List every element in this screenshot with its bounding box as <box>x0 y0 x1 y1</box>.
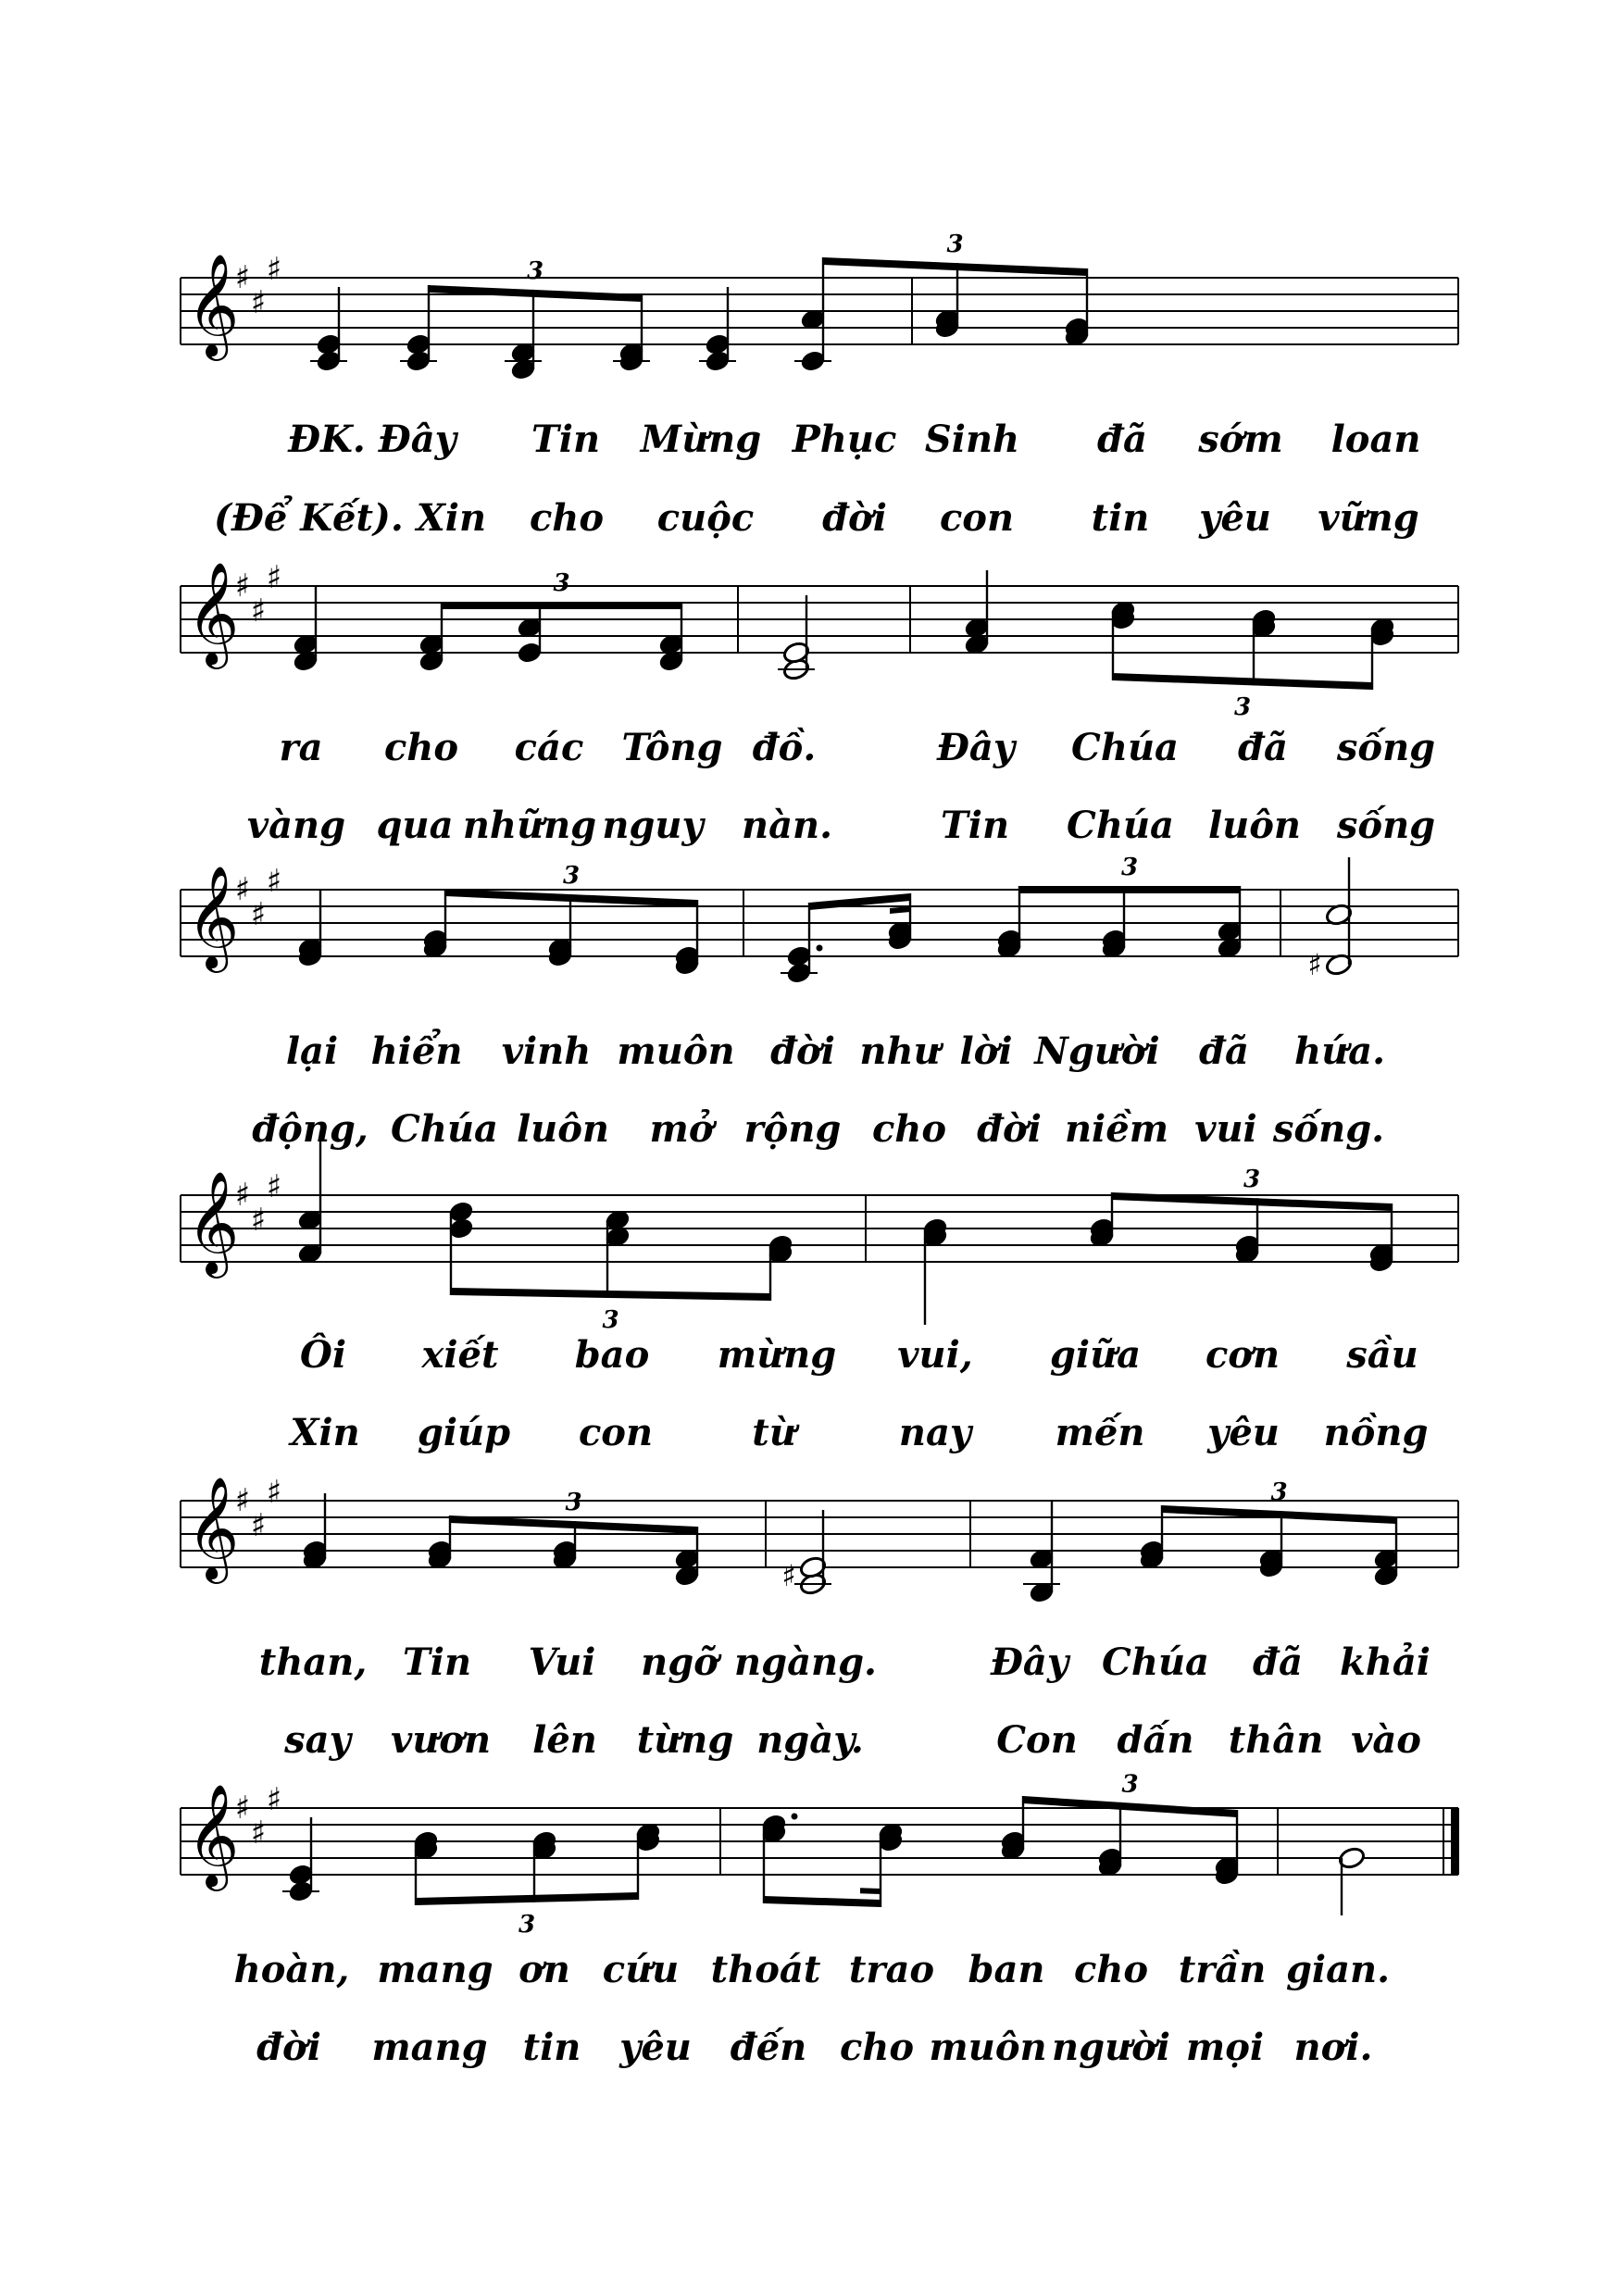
lyric-word: nàn. <box>741 804 833 847</box>
lyric-word: hoàn, <box>233 1948 350 1991</box>
beam <box>1113 673 1372 690</box>
lyric-word: từ <box>752 1411 796 1454</box>
lyric-word: những <box>462 804 597 847</box>
beam <box>1019 886 1240 893</box>
sharp-icon: ♯ <box>781 1558 796 1593</box>
lyric-word: mang <box>371 2026 488 2069</box>
lyric-word: lời <box>959 1029 1013 1073</box>
lyric-word: Mừng <box>640 418 762 461</box>
lyric-word: giữa <box>1049 1333 1142 1377</box>
lyric-word: cho <box>1073 1948 1149 1991</box>
lyric-word: con <box>939 496 1015 540</box>
lyric-word: (Để Kết). Xin <box>213 496 487 540</box>
sharp-icon: ♯ <box>234 1790 251 1827</box>
tuplet-number: 3 <box>1120 854 1139 881</box>
sharp-icon: ♯ <box>250 1507 267 1544</box>
lyric-word: cho <box>871 1107 947 1151</box>
tuplet-number: 3 <box>1233 693 1252 721</box>
lyrics-system-2-verse-2 <box>0 798 1624 854</box>
lyric-word: đồ. <box>752 726 817 769</box>
treble-clef-icon: 𝄞 <box>186 865 240 968</box>
lyric-word: nơi. <box>1293 2026 1373 2069</box>
sharp-icon: ♯ <box>266 1168 282 1205</box>
lyrics-system-5-verse-2 <box>0 1713 1624 1768</box>
lyric-word: mọi <box>1185 2026 1265 2069</box>
lyric-word: khải <box>1340 1640 1430 1684</box>
lyric-word: Người <box>1034 1029 1160 1073</box>
lyric-word: say <box>284 1718 351 1762</box>
lyrics-system-5-verse-1 <box>0 1635 1624 1690</box>
lyric-word: ban <box>968 1948 1045 1991</box>
beam <box>809 893 910 910</box>
lyric-word: luôn <box>1207 804 1302 847</box>
beam <box>890 906 910 914</box>
tuplet-number: 3 <box>518 1911 536 1939</box>
sharp-icon: ♯ <box>234 568 251 605</box>
lyrics-system-6-verse-2 <box>0 2020 1624 2076</box>
lyric-word: đã <box>1097 418 1147 461</box>
final-barline <box>1451 1808 1459 1875</box>
tuplet-number: 3 <box>1243 1166 1261 1193</box>
sharp-icon: ♯ <box>250 896 267 933</box>
tuplet-number: 3 <box>1121 1770 1139 1799</box>
lyric-word: Sinh <box>924 418 1020 461</box>
lyric-word: cơn <box>1205 1333 1280 1377</box>
lyric-word: nồng <box>1323 1411 1429 1454</box>
lyric-word: ĐK. Đây <box>288 418 456 461</box>
lyric-word: Đây <box>936 726 1016 769</box>
lyric-word: từng <box>636 1718 734 1762</box>
lyric-word: mến <box>1055 1411 1145 1454</box>
lyric-word: thoát <box>710 1948 821 1991</box>
treble-clef-icon: 𝄞 <box>186 253 240 356</box>
lyric-word: yêu <box>1199 496 1271 540</box>
sharp-icon: ♯ <box>266 1781 282 1818</box>
lyric-word: tin <box>1091 496 1150 540</box>
lyric-word: vững <box>1318 496 1419 540</box>
lyric-word: Xin <box>290 1411 360 1454</box>
tuplet-number: 3 <box>553 569 570 597</box>
dot <box>817 945 823 952</box>
sharp-icon: ♯ <box>266 559 282 596</box>
lyric-word: trần <box>1178 1948 1267 1991</box>
lyric-word: xiết <box>421 1333 499 1377</box>
lyrics-system-3-verse-2 <box>0 1102 1624 1157</box>
lyrics-system-3-verse-1 <box>0 1024 1624 1079</box>
lyric-word: đời <box>770 1029 835 1073</box>
beam <box>1162 1505 1396 1524</box>
lyric-word: động, <box>252 1107 369 1151</box>
lyric-word: than, <box>258 1640 368 1684</box>
lyric-word: ngày. <box>756 1718 864 1762</box>
lyric-word: Tin <box>402 1640 472 1684</box>
lyric-word: Con <box>996 1718 1078 1762</box>
lyric-word: như <box>859 1029 941 1073</box>
lyric-word: vươn <box>390 1718 492 1762</box>
lyric-word: mở <box>649 1107 714 1151</box>
treble-clef-icon: 𝄞 <box>186 561 240 665</box>
lyric-word: bao <box>574 1333 650 1377</box>
lyric-word: đã <box>1253 1640 1303 1684</box>
lyric-word: Chúa <box>1102 1640 1209 1684</box>
lyric-word: cho <box>529 496 605 540</box>
lyric-word: ngỡ <box>641 1640 718 1684</box>
lyric-word: Phục <box>792 418 897 461</box>
lyric-word: tin <box>522 2026 581 2069</box>
sharp-icon: ♯ <box>250 284 267 321</box>
lyric-word: ngàng. <box>734 1640 877 1684</box>
beam <box>416 1892 638 1905</box>
lyrics-system-2-verse-1 <box>0 720 1624 776</box>
lyric-word: các <box>514 726 584 769</box>
beam <box>451 1288 770 1301</box>
lyric-word: sống <box>1336 726 1436 769</box>
tuplet-number: 3 <box>946 231 964 258</box>
beam <box>764 1896 881 1907</box>
lyrics-system-1-verse-2 <box>0 491 1624 546</box>
lyrics-system-1-verse-1 <box>0 412 1624 468</box>
lyric-word: cho <box>839 2026 915 2069</box>
lyric-word: đời <box>256 2026 321 2069</box>
lyric-word: nay <box>898 1411 972 1454</box>
lyrics-system-4-verse-1 <box>0 1328 1624 1383</box>
lyric-word: sống <box>1336 804 1436 847</box>
lyric-word: yêu <box>1207 1411 1280 1454</box>
tuplet-number: 3 <box>602 1306 619 1334</box>
lyric-word: cho <box>383 726 459 769</box>
lyric-word: hứa. <box>1293 1029 1386 1073</box>
lyric-word: sầu <box>1346 1333 1418 1377</box>
lyric-word: sớm <box>1198 418 1283 461</box>
lyric-word: cuộc <box>656 496 755 540</box>
sharp-icon: ♯ <box>250 592 267 630</box>
beam <box>823 257 1087 276</box>
lyric-word: thân <box>1228 1718 1324 1762</box>
lyric-word: trao <box>848 1948 935 1991</box>
lyric-word: giúp <box>417 1411 511 1454</box>
lyric-word: đã <box>1199 1029 1249 1073</box>
lyric-word: lại <box>285 1029 339 1073</box>
lyric-word: Vui <box>528 1640 596 1684</box>
lyric-word: rộng <box>743 1107 842 1151</box>
sharp-icon: ♯ <box>266 251 282 288</box>
lyric-word: qua <box>376 804 454 847</box>
lyric-word: người <box>1051 2026 1171 2069</box>
sharp-icon: ♯ <box>234 1482 251 1519</box>
beam <box>860 1888 881 1894</box>
sharp-icon: ♯ <box>1307 947 1322 982</box>
lyric-word: đời <box>977 1107 1042 1151</box>
lyric-word: mừng <box>717 1333 837 1377</box>
sharp-icon: ♯ <box>266 863 282 900</box>
sharp-icon: ♯ <box>234 871 251 908</box>
lyric-word: Tin <box>531 418 601 461</box>
treble-clef-icon: 𝄞 <box>186 1476 240 1579</box>
lyric-word: con <box>578 1411 654 1454</box>
lyric-word: yêu <box>619 2026 692 2069</box>
lyric-word: mang <box>377 1948 493 1991</box>
tuplet-number: 3 <box>1270 1478 1288 1506</box>
treble-clef-icon: 𝄞 <box>186 1170 240 1274</box>
lyrics-system-6-verse-1 <box>0 1942 1624 1998</box>
sharp-icon: ♯ <box>234 1177 251 1214</box>
beam <box>1023 1796 1237 1817</box>
dot <box>792 1814 798 1820</box>
beam <box>442 602 681 609</box>
lyric-word: Ôi <box>299 1333 347 1377</box>
lyric-word: vào <box>1351 1718 1421 1762</box>
lyric-word: vui <box>1194 1107 1257 1151</box>
lyric-word: cứu <box>602 1948 680 1991</box>
lyric-word: ra <box>279 726 323 769</box>
lyric-word: hiển <box>370 1029 463 1073</box>
lyric-word: Chúa <box>391 1107 498 1151</box>
lyric-word: đã <box>1238 726 1288 769</box>
tuplet-number: 3 <box>565 1489 582 1516</box>
lyric-word: dấn <box>1117 1718 1194 1762</box>
lyric-word: sống. <box>1272 1107 1385 1151</box>
lyric-word: loan <box>1330 418 1421 461</box>
lyric-word: lên <box>532 1718 597 1762</box>
lyric-word: Chúa <box>1067 804 1174 847</box>
beam <box>429 285 642 302</box>
treble-clef-icon: 𝄞 <box>186 1783 240 1887</box>
lyric-word: đến <box>730 2026 807 2069</box>
tuplet-number: 3 <box>562 862 581 890</box>
sharp-icon: ♯ <box>250 1202 267 1239</box>
lyric-word: niềm <box>1064 1107 1169 1151</box>
sharp-icon: ♯ <box>234 259 251 296</box>
lyric-word: đời <box>822 496 887 540</box>
lyric-word: luôn <box>516 1107 610 1151</box>
tuplet-number: 3 <box>526 257 544 285</box>
lyric-word: Tông <box>621 726 723 769</box>
sharp-icon: ♯ <box>266 1474 282 1511</box>
lyric-word: vui, <box>897 1333 973 1377</box>
lyric-word: nguy <box>602 804 704 847</box>
lyric-word: Tin <box>940 804 1010 847</box>
lyrics-system-4-verse-2 <box>0 1405 1624 1461</box>
lyric-word: vàng <box>246 804 346 847</box>
lyric-word: gian. <box>1285 1948 1391 1991</box>
lyric-word: muôn <box>929 2026 1047 2069</box>
sharp-icon: ♯ <box>250 1815 267 1852</box>
lyric-word: ơn <box>518 1948 570 1991</box>
lyric-word: Chúa <box>1071 726 1179 769</box>
lyric-word: Đây <box>990 1640 1069 1684</box>
lyric-word: vinh <box>501 1029 592 1073</box>
lyric-word: muôn <box>617 1029 735 1073</box>
